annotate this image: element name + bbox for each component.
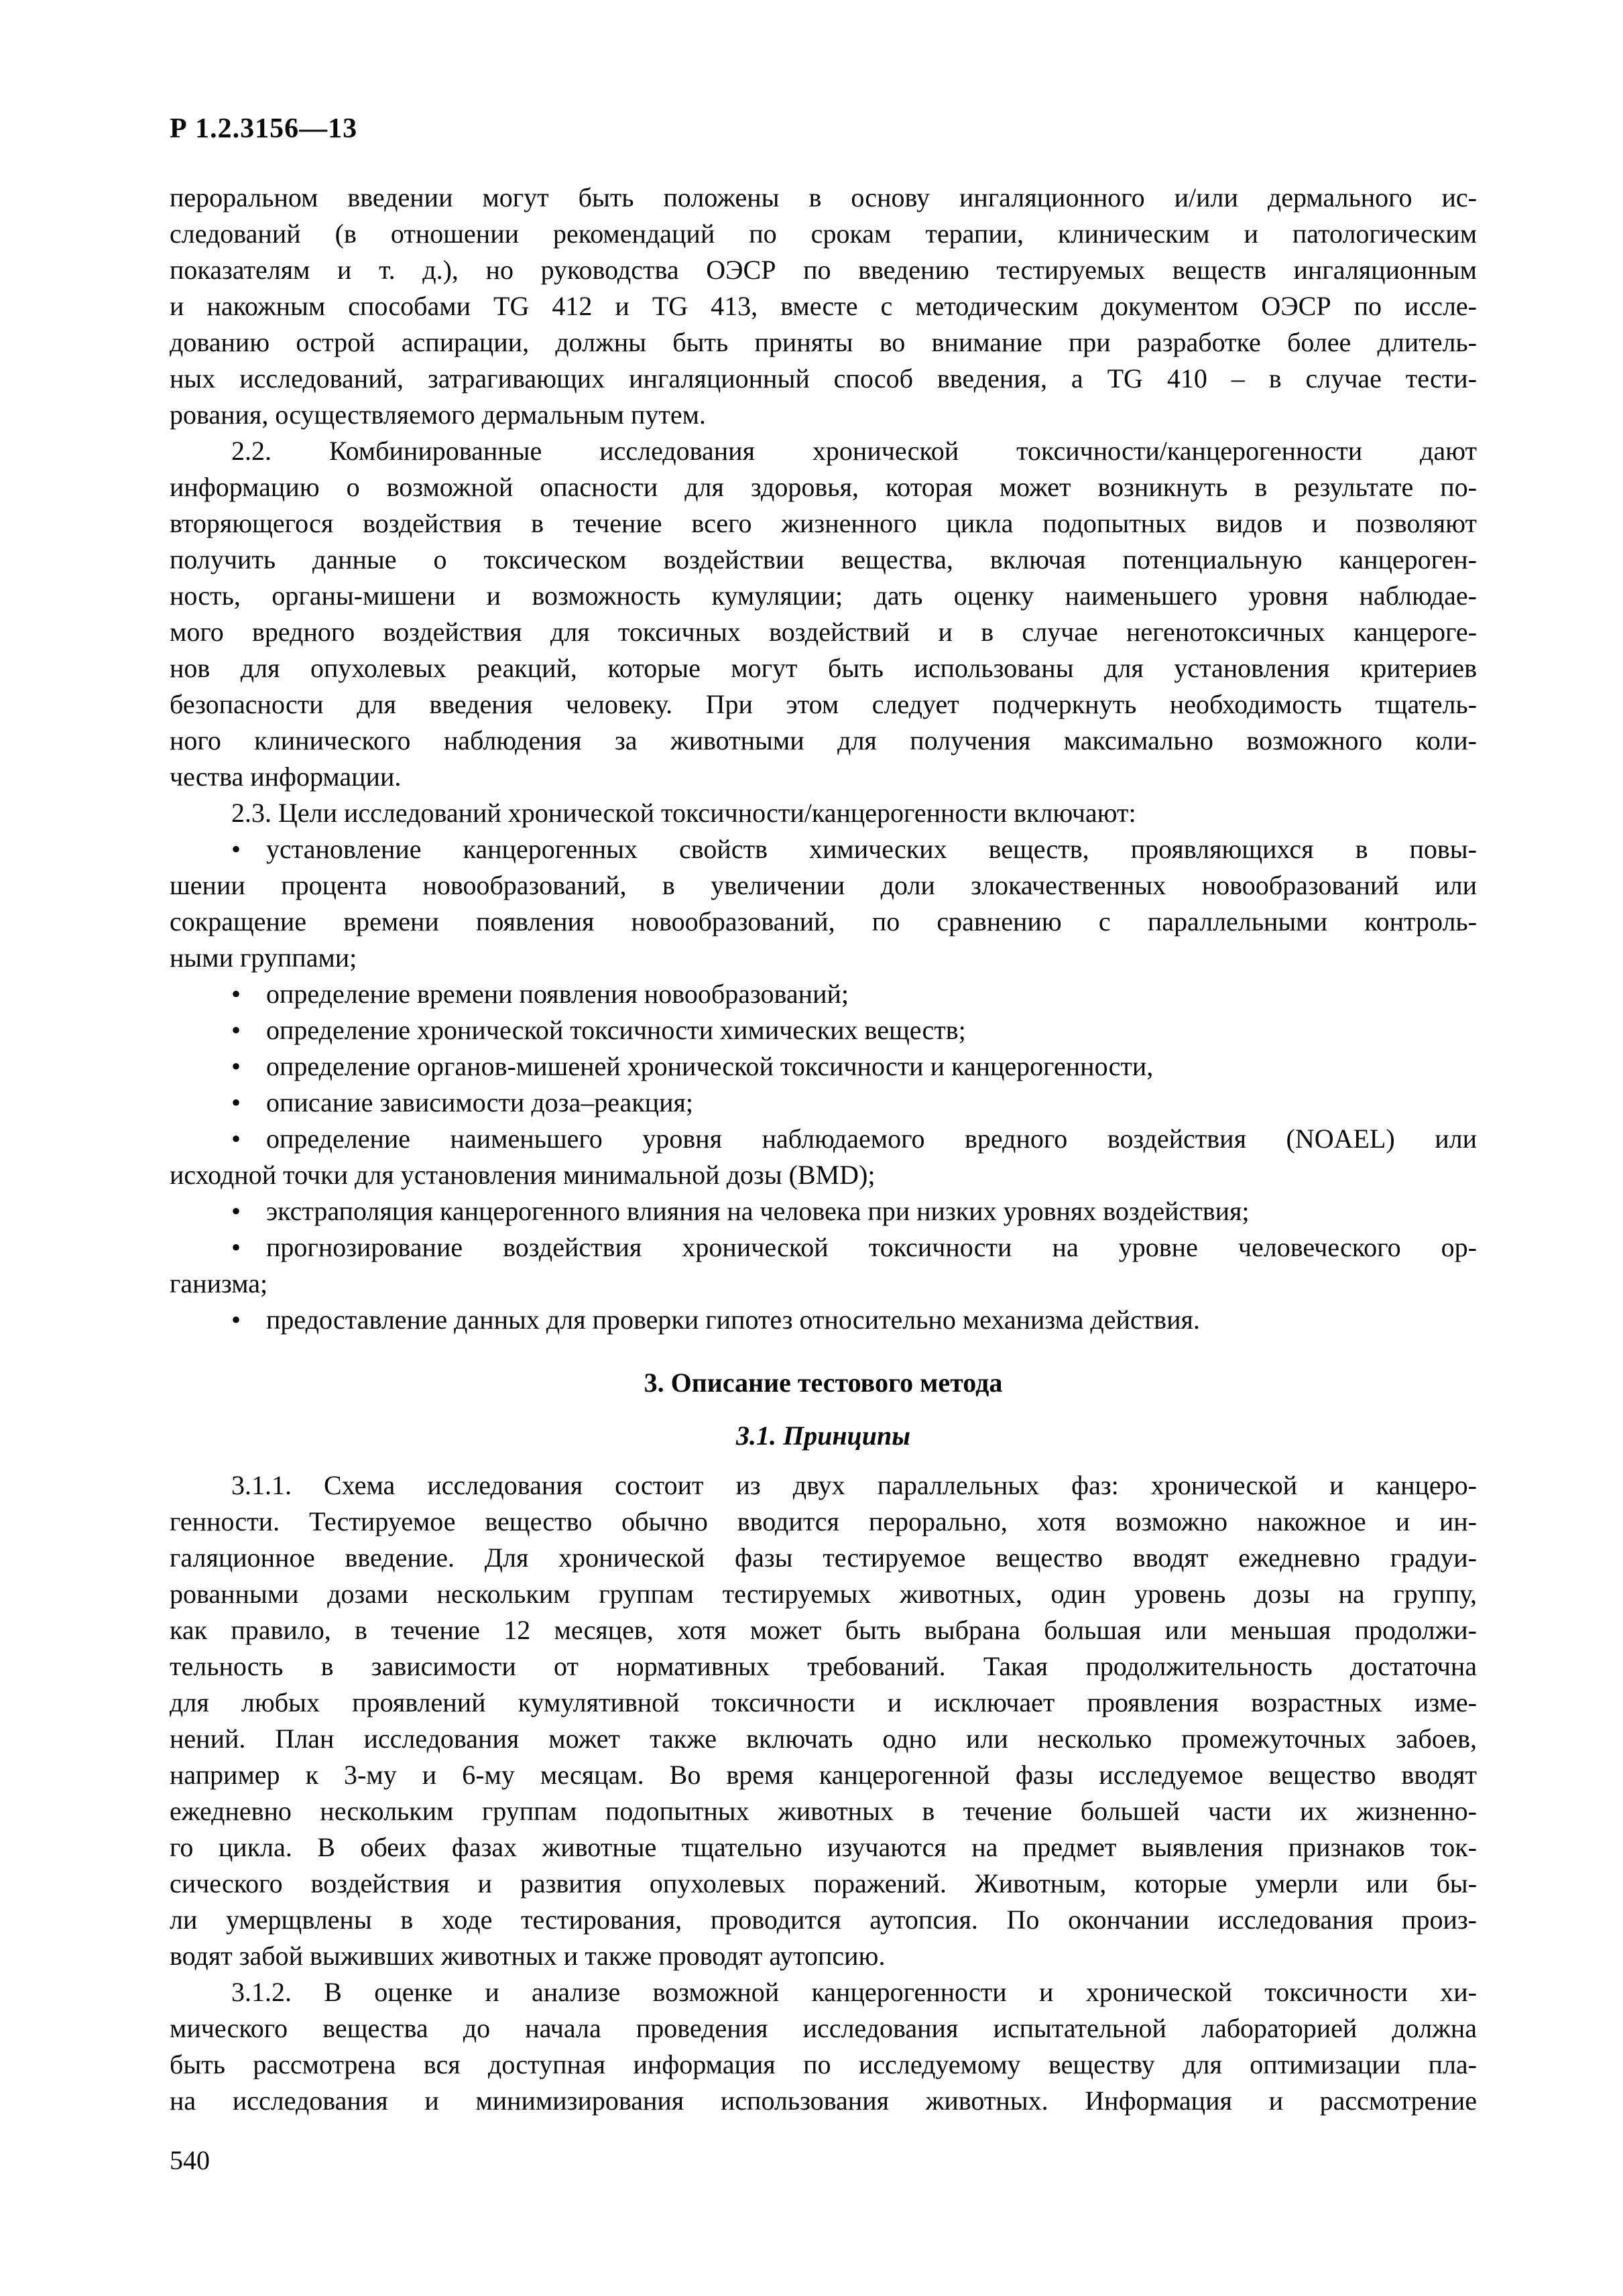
- text-line: шении процента новообразований, в увеличении доли злокачественных новообразований или: [170, 870, 1477, 900]
- text-line: • установление канцерогенных свойств химических веществ, проявляющихся в повы-: [170, 831, 1477, 867]
- text-line: на исследования и минимизирования использования животных. Информация и рассмотрение: [170, 2086, 1477, 2116]
- text-line: вторяющегося воздействия в течение всего жизненного цикла подопытных видов и позволяют: [170, 508, 1477, 538]
- text-line: генности. Тестируемое вещество обычно вводится перорально, хотя возможно накожное и ин-: [170, 1506, 1477, 1536]
- text-line: 2.3. Цели исследований хронической токсичности/канцерогенности включают:: [231, 798, 1136, 828]
- text-line: водят забой выживших животных и также проводят аутопсию.: [170, 1941, 886, 1971]
- section-heading: 3. Описание тестового метода: [644, 1368, 1003, 1398]
- text-line: информацию о возможной опасности для здоровья, которая может возникнуть в результате по-: [170, 472, 1477, 502]
- text-line: • предоставление данных для проверки гипотез относительно механизма действия.: [170, 1302, 1477, 1338]
- text-line: нов для опухолевых реакций, которые могут быть использованы для установления критериев: [170, 653, 1477, 683]
- text-line: • прогнозирование воздействия хронической токсичности на уровне человеческого ор-: [170, 1229, 1477, 1266]
- page-number: 540: [170, 2145, 210, 2175]
- text-line: например к 3-му и 6-му месяцам. Во время канцерогенной фазы исследуемое вещество вводят: [170, 1760, 1477, 1790]
- text-line: 3.1.2. В оценке и анализе возможной канцерогенности и хронической токсичности хи-: [231, 1977, 1477, 2007]
- bullet-marker: •: [231, 1124, 241, 1154]
- bullet-item: [170, 1193, 1477, 1229]
- paragraph: [170, 1467, 1477, 1974]
- bullet-item: [170, 976, 1477, 1012]
- text-line: безопасности для введения человеку. При этом следует подчеркнуть необходимость тщатель-: [170, 689, 1477, 719]
- text-line: мого вредного воздействия для токсичных воздействий и в случае негенотоксичных канцероге-: [170, 617, 1477, 647]
- bullet-item: [170, 1012, 1477, 1048]
- paragraph: [170, 433, 1477, 795]
- text-line: как правило, в течение 12 месяцев, хотя может быть выбрана большая или меньшая продолжи-: [170, 1615, 1477, 1645]
- document-code: Р 1.2.3156—13: [170, 113, 358, 144]
- text-line: го цикла. В обеих фазах животные тщательно изучаются на предмет выявления признаков ток-: [170, 1832, 1477, 1862]
- text-line: дованию острой аспирации, должны быть приняты во внимание при разработке более длитель-: [170, 327, 1477, 357]
- text-line: пероральном введении могут быть положены в основу ингаляционного и/или дермального ис-: [170, 182, 1477, 213]
- text-line: быть рассмотрена вся доступная информация по исследуемому веществу для оптимизации пла-: [170, 2049, 1477, 2079]
- text-line: сокращение времени появления новообразований, по сравнению с параллельными контроль-: [170, 906, 1477, 936]
- text-line: • экстраполяция канцерогенного влияния на человека при низких уровнях воздействия;: [170, 1193, 1477, 1229]
- bullet-item: [170, 1121, 1477, 1193]
- bullet-item: [170, 1085, 1477, 1121]
- text-line: ных исследований, затрагивающих ингаляционный способ введения, а TG 410 – в случае тести-: [170, 363, 1477, 394]
- text-line: сического воздействия и развития опухолевых поражений. Животным, которые умерли или бы-: [170, 1868, 1477, 1898]
- subsection-heading: 3.1. Принципы: [735, 1421, 911, 1451]
- text-line: получить данные о токсическом воздействии вещества, включая потенциальную канцероген-: [170, 544, 1477, 575]
- text-line: ежедневно нескольким группам подопытных животных в течение большей части их жизненно-: [170, 1796, 1477, 1826]
- bullet-marker: •: [231, 1305, 241, 1335]
- bullet-item: [170, 1048, 1477, 1085]
- text-line: ганизма;: [170, 1268, 268, 1298]
- text-line: чества информации.: [170, 762, 402, 792]
- text-line: • определение наименьшего уровня наблюдаемого вредного воздействия (NOAEL) или: [170, 1121, 1477, 1157]
- text-line: • определение времени появления новообразований;: [170, 976, 1477, 1012]
- text-line: ность, органы-мишени и возможность кумуляции; дать оценку наименьшего уровня наблюдае-: [170, 581, 1477, 611]
- bullet-item: [170, 1229, 1477, 1302]
- paragraph: [170, 795, 1477, 831]
- bullet-item: [170, 831, 1477, 976]
- paragraph: [170, 180, 1477, 433]
- text-line: рованными дозами нескольким группам тестируемых животных, один уровень дозы на группу,: [170, 1579, 1477, 1609]
- text-line: мического вещества до начала проведения исследования испытательной лабораторией должна: [170, 2013, 1477, 2043]
- text-line: • определение хронической токсичности химических веществ;: [170, 1012, 1477, 1048]
- bullet-marker: •: [231, 834, 241, 864]
- text-line: 3.1.1. Схема исследования состоит из двух параллельных фаз: хронической и канцеро-: [231, 1470, 1477, 1500]
- text-line: ного клинического наблюдения за животными для получения максимально возможного коли-: [170, 725, 1477, 756]
- text-line: • описание зависимости доза–реакция;: [170, 1085, 1477, 1121]
- bullet-marker: •: [231, 1087, 241, 1117]
- text-line: 2.2. Комбинированные исследования хронической токсичности/канцерогенности дают: [231, 436, 1477, 466]
- bullet-marker: •: [231, 1232, 241, 1262]
- bullet-item: [170, 1302, 1477, 1338]
- bullet-marker: •: [231, 979, 241, 1009]
- text-line: нений. План исследования может также включать одно или несколько промежуточных забоев,: [170, 1724, 1477, 1754]
- text-line: для любых проявлений кумулятивной токсичности и исключает проявления возрастных изме-: [170, 1687, 1477, 1717]
- text-line: ными группами;: [170, 943, 357, 973]
- text-line: рования, осуществляемого дермальным путем.: [170, 400, 706, 430]
- paragraph: [170, 1974, 1477, 2119]
- text-line: исходной точки для установления минимальной дозы (BMD);: [170, 1160, 876, 1190]
- text-line: • определение органов-мишеней хронической токсичности и канцерогенности,: [170, 1048, 1477, 1085]
- bullet-marker: •: [231, 1015, 241, 1045]
- text-line: галяционное введение. Для хронической фазы тестируемое вещество вводят ежедневно градуи-: [170, 1543, 1477, 1573]
- text-line: показателям и т. д.), но руководства ОЭСР по введению тестируемых веществ ингаляционным: [170, 255, 1477, 285]
- bullet-marker: •: [231, 1196, 241, 1226]
- text-line: следований (в отношении рекомендаций по срокам терапии, клиническим и патологическим: [170, 219, 1477, 249]
- text-line: и накожным способами TG 412 и TG 413, вместе с методическим документом ОЭСР по иссле-: [170, 291, 1477, 321]
- document-body: [170, 180, 1477, 2119]
- bullet-marker: •: [231, 1051, 241, 1081]
- text-line: тельность в зависимости от нормативных требований. Такая продолжительность достаточна: [170, 1651, 1477, 1681]
- text-line: ли умерщвлены в ходе тестирования, проводится аутопсия. По окончании исследования произ-: [170, 1905, 1477, 1935]
